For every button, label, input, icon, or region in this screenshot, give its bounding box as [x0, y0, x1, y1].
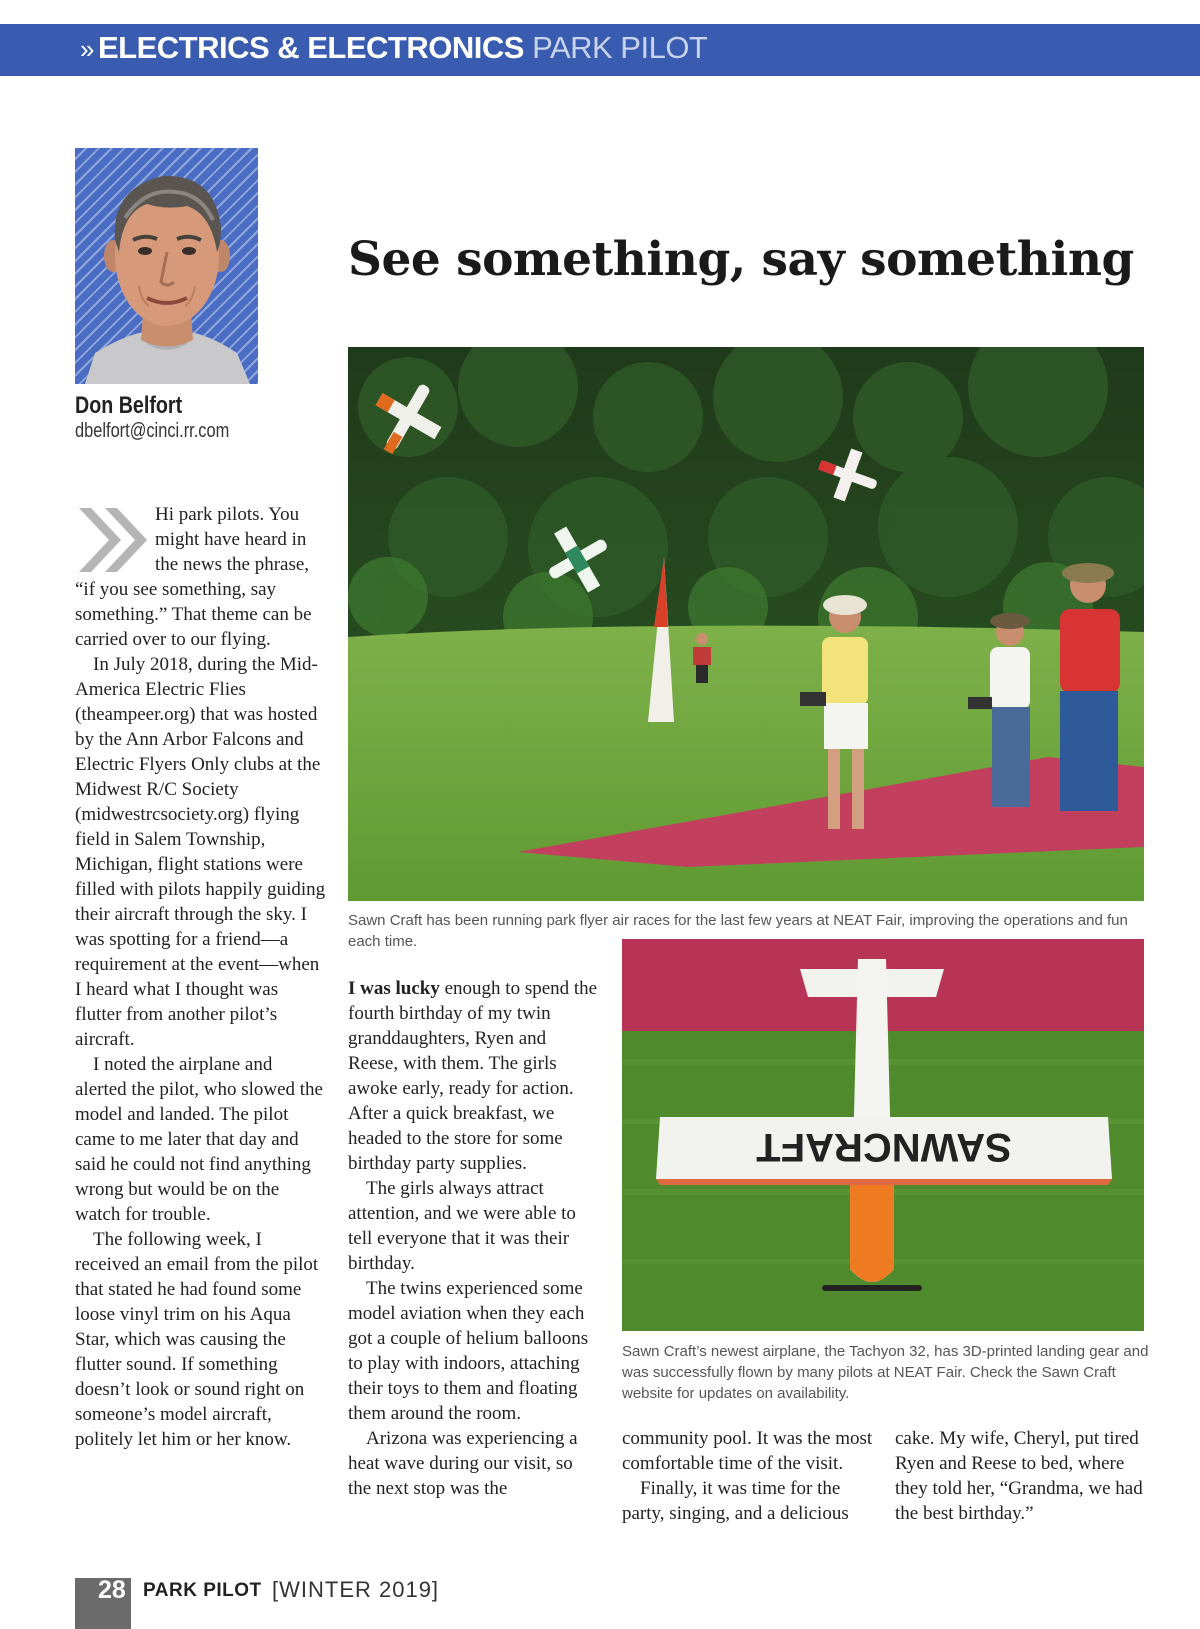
- section-subtitle: PARK PILOT: [532, 30, 708, 65]
- paragraph: The following week, I received an email from the pilot that stated he had found some loose vinyl trim on his Aqua Star, which was causing the flutter sound. If something doesn’t look or sound right on someone’s model aircraft, politely let him or her know.: [75, 1229, 319, 1450]
- author-name: Don Belfort: [75, 392, 183, 419]
- photo2-caption: Sawn Craft’s newest airplane, the Tachyon 32, has 3D-printed landing gear and was successfully flown by many pilots at NEAT Fair. Check the Sawn Craft website for updates on availability.: [622, 1343, 1149, 1402]
- air-race-scene: [348, 347, 1144, 901]
- paragraph: I noted the airplane and alerted the pilot, who slowed the model and landed. The pilot came to me later that day and said he could not find anything wrong but would be on the watch for trouble.: [75, 1054, 323, 1225]
- tachyon-scene: [622, 939, 1144, 1331]
- paragraph: The twins experienced some model aviation when they each got a couple of helium balloons to play with indoors, attaching their toys to them and floating them around the room.: [348, 1278, 589, 1424]
- author-email: dbelfort@cinci.rr.com: [75, 420, 230, 442]
- paragraph: Finally, it was time for the party, singing, and a delicious: [622, 1478, 849, 1524]
- paragraph-lead: I was lucky: [348, 978, 440, 999]
- wing-lettering: SAWNCRAFT: [756, 1125, 1012, 1169]
- article-column-2: [348, 976, 598, 1501]
- author-photo: [75, 148, 258, 384]
- article-column-3: [622, 1426, 877, 1526]
- article-column-1: [75, 502, 327, 1452]
- footer-issue: [WINTER 2019]: [272, 1577, 440, 1602]
- section-banner: [0, 24, 1200, 76]
- footer-magazine-name: PARK PILOT: [143, 1580, 262, 1601]
- paragraph: Hi park pilots. You might have heard in the news the phrase, “if you see something, say something.” That theme can be carried over to our flying.: [75, 504, 312, 650]
- paragraph: [348, 976, 598, 1176]
- article-headline: See something, say something: [348, 232, 1134, 287]
- paragraph-text: enough to spend the fourth birthday of my twin granddaughters, Ryen and Reese, with them. The girls awoke early, ready for action. After a quick breakfast, we headed to the store for some birthday party supplies.: [348, 978, 598, 1174]
- double-chevron-icon: [75, 504, 155, 576]
- article-column-4: [895, 1426, 1150, 1526]
- page-number: 28: [98, 1576, 126, 1604]
- tachyon-photo: [622, 939, 1144, 1331]
- air-race-photo: [348, 347, 1144, 901]
- section-title: [80, 30, 707, 66]
- paragraph: In July 2018, during the Mid-America Electric Flies (theampeer.org) that was hosted by the Ann Arbor Falcons and Electric Flyers Only clubs at the Midwest R/C Society (midwestrcsociety.org) flying field in Salem Township, Michigan, flight stations were filled with pilots happily guiding their aircraft through the sky. I was spotting for a friend—a requirement at the event—when I heard what I thought was flutter from another pilot’s aircraft.: [75, 654, 326, 1050]
- paragraph: Arizona was experiencing a heat wave during our visit, so the next stop was the: [348, 1428, 578, 1499]
- paragraph: community pool. It was the most comfortable time of the visit.: [622, 1428, 873, 1474]
- photo1-caption: Sawn Craft has been running park flyer air races for the last few years at NEAT Fair, improving the operations and fun each time.: [348, 912, 1128, 950]
- author-portrait-illustration: [75, 148, 258, 384]
- paragraph: The girls always attract attention, and we were able to tell everyone that it was their birthday.: [348, 1178, 576, 1274]
- chevron-right-icon: »: [80, 34, 94, 64]
- section-name: ELECTRICS & ELECTRONICS: [97, 30, 524, 65]
- paragraph: cake. My wife, Cheryl, put tired Ryen and Reese to bed, where they told her, “Grandma, we had the best birthday.”: [895, 1428, 1143, 1524]
